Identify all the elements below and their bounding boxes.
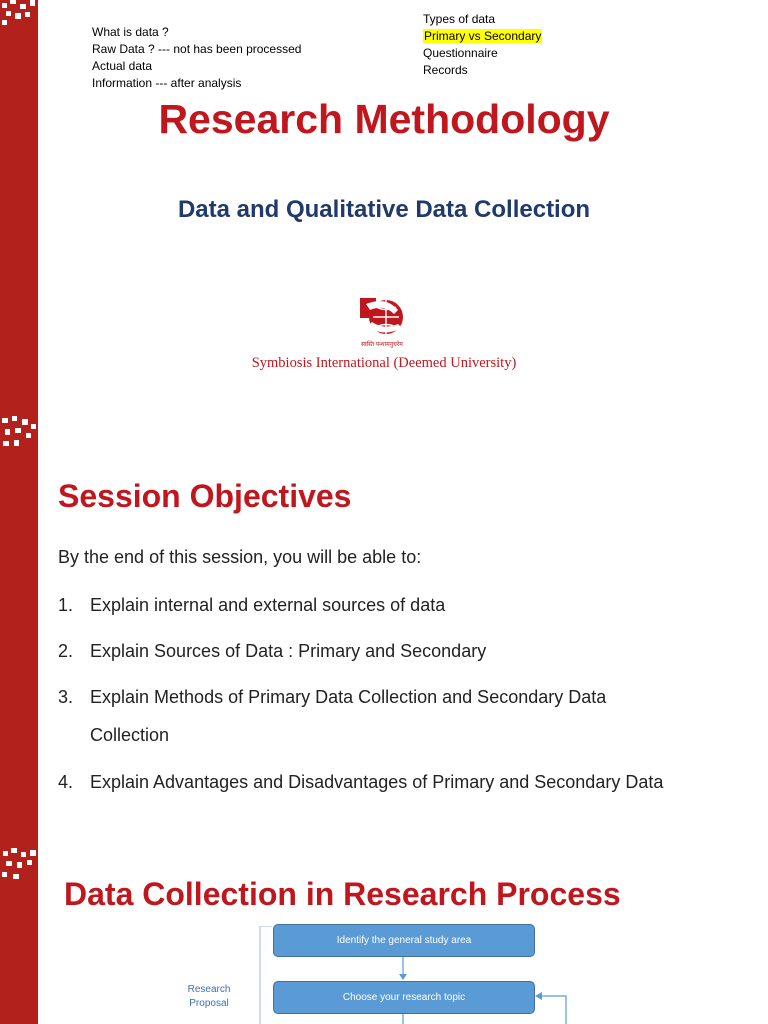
- slide-data-collection: [0, 848, 768, 1024]
- objective-number: 2.: [58, 641, 74, 661]
- section-title: Data Collection in Research Process: [64, 876, 621, 912]
- pixel-pattern-icon: [0, 0, 38, 40]
- note-line: What is data ?: [92, 25, 169, 39]
- objective-text: Explain Sources of Data : Primary and Secondary: [90, 641, 487, 661]
- university-logo-icon: [358, 294, 406, 340]
- presentation-title: Research Methodology: [158, 96, 610, 142]
- objective-item: [58, 763, 663, 801]
- objective-item: [58, 632, 486, 670]
- pixel-pattern-icon: [0, 416, 38, 456]
- objective-number: 3.: [58, 687, 74, 707]
- section-title: Session Objectives: [58, 478, 352, 514]
- objective-number: 4.: [58, 772, 74, 792]
- note-line: Actual data: [92, 59, 153, 73]
- objective-item: [58, 586, 445, 624]
- objective-text: Explain Advantages and Disadvantages of Primary and Secondary Data: [90, 772, 664, 792]
- intro-text: By the end of this session, you will be able to:: [58, 547, 422, 567]
- objective-text: Explain Methods of Primary Data Collection and Secondary Data: [90, 687, 607, 707]
- objective-text-continued: Collection: [90, 725, 170, 745]
- objective-item: [58, 678, 606, 754]
- research-proposal-label: [176, 983, 242, 1011]
- brand-sidebar: [0, 416, 38, 848]
- note-line: Records: [423, 63, 468, 77]
- logo-motto: स्वस्ति पन्थामनुचरेम: [361, 342, 403, 348]
- slide-session-objectives: [0, 416, 768, 848]
- note-line: Raw Data ? --- not has been processed: [92, 42, 302, 56]
- presentation-subtitle: Data and Qualitative Data Collection: [177, 196, 591, 223]
- highlighted-note: Primary vs Secondary: [424, 29, 542, 43]
- flow-step: Choose your research topic: [273, 981, 535, 1014]
- notes-left: [92, 24, 301, 92]
- objective-text: Explain internal and external sources of data: [90, 595, 446, 615]
- side-label-line: Proposal: [189, 998, 229, 1009]
- note-line: Types of data: [423, 12, 496, 26]
- note-line: Information --- after analysis: [92, 76, 242, 90]
- slide-title: [0, 0, 768, 416]
- objective-number: 1.: [58, 595, 74, 615]
- pixel-pattern-icon: [0, 848, 38, 888]
- university-name: Symbiosis International (Deemed University): [251, 355, 517, 371]
- flow-step: Identify the general study area: [273, 924, 535, 957]
- notes-right: [423, 11, 542, 79]
- side-label-line: Research: [187, 984, 231, 995]
- note-line: Questionnaire: [423, 46, 498, 60]
